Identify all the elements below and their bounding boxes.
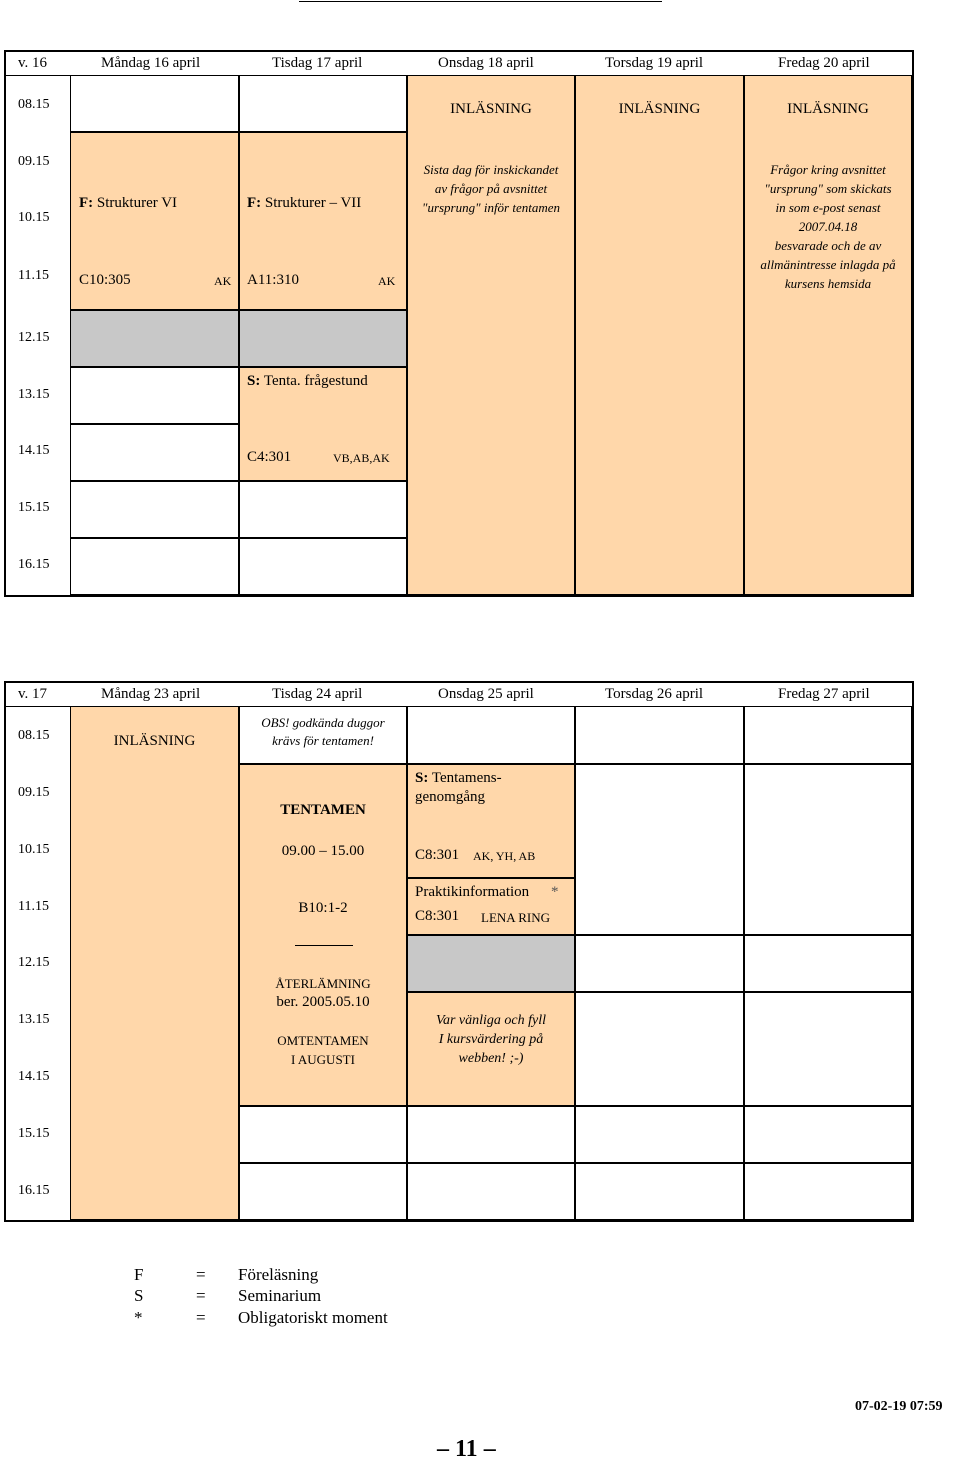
schedule-week-17	[4, 681, 914, 1222]
time-label: 13.15	[18, 387, 50, 402]
slot-empty	[239, 75, 407, 132]
mandatory-marker: *	[551, 884, 559, 900]
time-label: 11.15	[18, 268, 49, 283]
day-header-wednesday: Onsdag 25 april	[438, 686, 534, 702]
slot-empty	[575, 1163, 744, 1220]
questions-note-line: 2007.04.18	[798, 219, 858, 234]
slot-empty	[575, 764, 744, 935]
seminar-block-wednesday	[407, 764, 575, 878]
time-label: 13.15	[18, 1012, 50, 1027]
questions-note-line: besvarade och de av	[774, 238, 882, 253]
slot-empty	[744, 935, 912, 992]
evaluation-note-line: Var vänliga och fyll	[435, 1013, 547, 1028]
lunch-slot	[70, 310, 239, 367]
time-label: 15.15	[18, 1126, 50, 1141]
day-header-thursday: Torsdag 19 april	[605, 55, 704, 71]
slot-empty	[239, 538, 407, 595]
obs-note-line: OBS! godkända duggor	[261, 715, 385, 730]
info-person: LENA RING	[481, 910, 550, 925]
day-header-friday: Fredag 27 april	[778, 686, 870, 702]
legend-equals: =	[196, 1286, 206, 1305]
slot-empty	[239, 481, 407, 538]
slot-empty	[239, 1163, 407, 1220]
exam-divider	[295, 945, 353, 946]
reading-block-wednesday	[407, 75, 575, 595]
slot-empty	[239, 1106, 407, 1163]
reading-label: INLÄSNING	[618, 101, 701, 117]
lecture-teacher: AK	[378, 274, 396, 288]
lecture-block-tuesday	[239, 132, 407, 310]
legend-key: *	[134, 1308, 143, 1327]
reading-label: INLÄSNING	[787, 101, 869, 117]
day-header-tuesday: Tisdag 24 april	[272, 686, 363, 702]
evaluation-note-line: webben! ;-)	[458, 1051, 524, 1066]
evaluation-note-line: I kursvärdering på	[438, 1032, 544, 1047]
header-rule	[299, 1, 662, 2]
slot-empty	[575, 1106, 744, 1163]
seminar-title-cont: genomgång	[415, 789, 485, 805]
deadline-note-line: "ursprung" inför tentamen	[421, 200, 561, 215]
exam-room: B10:1-2	[298, 900, 348, 916]
seminar-title: S: Tentamens-	[415, 770, 502, 786]
slot-empty	[407, 1106, 575, 1163]
lecture-teacher: AK	[214, 274, 232, 288]
time-label: 08.15	[18, 97, 50, 112]
slot-empty	[70, 481, 239, 538]
slot-empty	[70, 538, 239, 595]
seminar-teachers: VB,AB,AK	[333, 451, 390, 465]
time-label: 10.15	[18, 210, 50, 225]
reading-block-thursday	[575, 75, 744, 595]
slot-empty	[744, 1163, 912, 1220]
reading-block-monday	[70, 706, 239, 1220]
slot-empty	[744, 992, 912, 1106]
legend-equals: =	[196, 1308, 206, 1327]
questions-note-line: "ursprung" som skickats	[764, 181, 892, 196]
info-room: C8:301	[415, 908, 460, 924]
week-label: v. 16	[18, 55, 48, 71]
time-label: 10.15	[18, 842, 50, 857]
deadline-note-line: av frågor på avsnittet	[434, 181, 548, 196]
slot-empty	[70, 75, 239, 132]
schedule-week-16	[4, 50, 914, 597]
questions-note-line: in som e-post senast	[775, 200, 881, 215]
reading-label: INLÄSNING	[450, 101, 532, 117]
slot-empty	[70, 424, 239, 481]
seminar-room: C8:301	[415, 847, 460, 863]
info-block-wednesday	[407, 878, 575, 935]
evaluation-block-wednesday	[407, 992, 575, 1106]
retake-label: OMTENTAMEN	[277, 1033, 369, 1048]
questions-note-line: kursens hemsida	[784, 276, 872, 291]
day-header-monday: Måndag 23 april	[101, 686, 201, 702]
day-header-friday: Fredag 20 april	[778, 55, 870, 71]
time-label: 12.15	[18, 330, 50, 345]
time-label: 11.15	[18, 899, 49, 914]
slot-empty	[575, 992, 744, 1106]
questions-note-line: allmänintresse inlagda på	[760, 257, 896, 272]
time-label: 12.15	[18, 955, 50, 970]
time-label: 16.15	[18, 557, 50, 572]
time-label: 15.15	[18, 500, 50, 515]
week-label: v. 17	[18, 686, 48, 702]
legend-value: Föreläsning	[238, 1265, 319, 1284]
lecture-title: F: Strukturer VI	[79, 195, 178, 211]
time-label: 14.15	[18, 1069, 50, 1084]
exam-title: TENTAMEN	[280, 802, 366, 818]
retake-month: I AUGUSTI	[291, 1052, 355, 1067]
page-number: – 11 –	[437, 1436, 496, 1462]
seminar-room: C4:301	[247, 449, 292, 465]
exam-time: 09.00 – 15.00	[281, 843, 365, 859]
info-title: Praktikinformation	[415, 884, 530, 900]
obs-note-line: krävs för tentamen!	[272, 733, 374, 748]
legend-key: S	[134, 1286, 144, 1305]
legend-key: F	[134, 1265, 144, 1284]
week-16-header-row	[6, 52, 912, 76]
lecture-room: C10:305	[79, 272, 131, 288]
lecture-title: F: Strukturer – VII	[247, 195, 362, 211]
reading-label: INLÄSNING	[113, 733, 196, 749]
seminar-block-tuesday	[239, 367, 407, 481]
reading-block-friday	[744, 75, 912, 595]
day-header-wednesday: Onsdag 18 april	[438, 55, 534, 71]
slot-empty	[744, 1106, 912, 1163]
slot-empty	[575, 935, 744, 992]
slot-empty	[575, 706, 744, 764]
lecture-room: A11:310	[247, 272, 299, 288]
deadline-note-line: Sista dag för inskickandet	[423, 162, 559, 177]
questions-note-line: Frågor kring avsnittet	[770, 162, 886, 177]
lecture-block-monday	[70, 132, 239, 310]
time-label: 16.15	[18, 1183, 50, 1198]
time-label: 14.15	[18, 443, 50, 458]
print-timestamp: 07-02-19 07:59	[855, 1399, 943, 1414]
time-label: 09.15	[18, 785, 50, 800]
lunch-slot	[407, 935, 575, 992]
day-header-thursday: Torsdag 26 april	[605, 686, 704, 702]
lunch-slot	[239, 310, 407, 367]
day-header-tuesday: Tisdag 17 april	[272, 55, 363, 71]
slot-empty	[70, 367, 239, 424]
time-label: 08.15	[18, 728, 50, 743]
seminar-title: S: Tenta. frågestund	[247, 373, 368, 389]
legend-value: Obligatoriskt moment	[238, 1308, 388, 1327]
return-date: ber. 2005.05.10	[276, 994, 370, 1010]
week-17-header-row	[6, 683, 912, 707]
obs-note-cell	[239, 706, 407, 764]
legend-equals: =	[196, 1265, 206, 1284]
slot-empty	[407, 1163, 575, 1220]
return-label: ÅTERLÄMNING	[275, 976, 371, 991]
slot-empty	[407, 706, 575, 764]
slot-empty	[744, 706, 912, 764]
exam-block-tuesday	[239, 764, 407, 1106]
day-header-monday: Måndag 16 april	[101, 55, 201, 71]
legend-value: Seminarium	[238, 1286, 322, 1305]
slot-empty	[744, 764, 912, 935]
seminar-teachers: AK, YH, AB	[473, 849, 536, 863]
time-label: 09.15	[18, 154, 50, 169]
